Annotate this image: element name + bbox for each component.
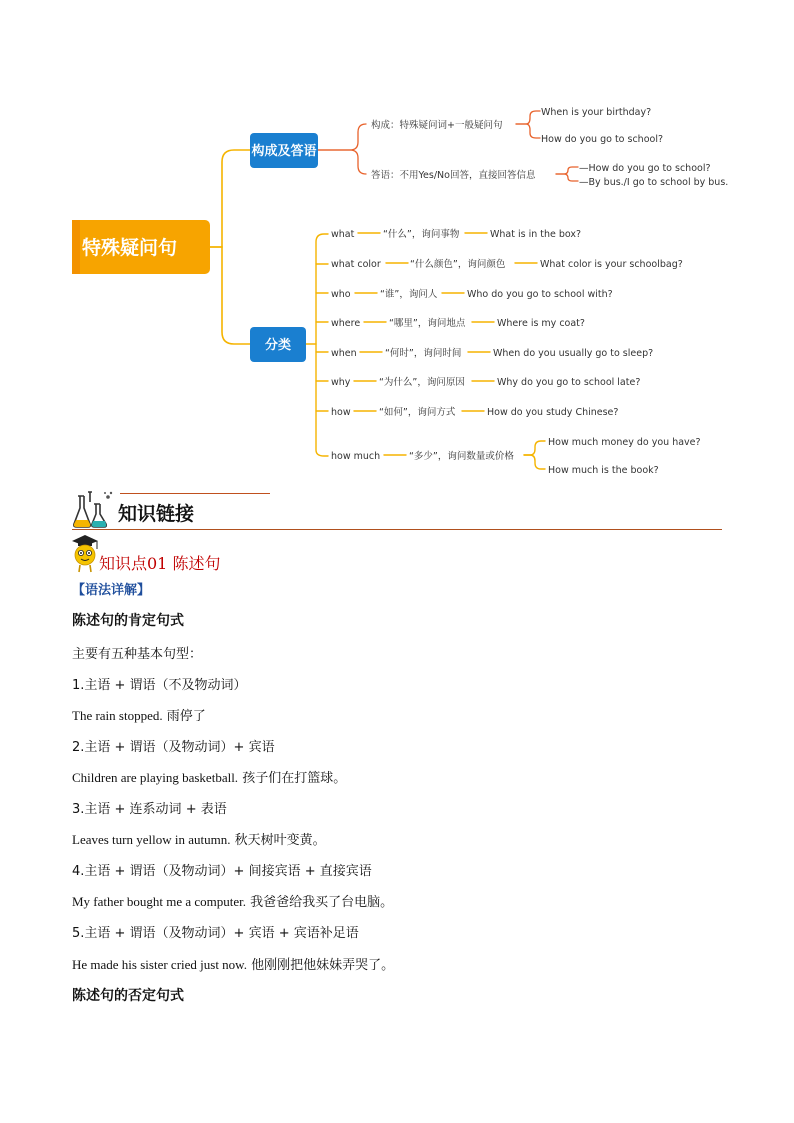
item-meaning: “什么颜色”，询问颜色 <box>410 259 506 270</box>
section-title: 知识链接 <box>118 503 195 525</box>
example-en: Leaves turn yellow in autumn. <box>72 832 231 847</box>
classification-label: 分类 <box>264 338 292 353</box>
item-word: how <box>331 407 351 418</box>
root-label: 特殊疑问句 <box>82 237 178 259</box>
item-word: when <box>331 348 357 359</box>
item-meaning: “哪里”，询问地点 <box>389 318 466 329</box>
composition-structure: 构成：特殊疑问词+一般疑问句 <box>371 120 503 131</box>
example-zh: 孩子们在打篮球。 <box>238 771 347 786</box>
composition-answer: 答语：不用Yes/No回答，直接回答信息 <box>371 170 536 181</box>
item-example: Who do you go to school with? <box>467 289 613 300</box>
item-meaning: “谁”，询问人 <box>380 289 438 300</box>
item-word: who <box>331 289 351 300</box>
structure-example-1: When is your birthday? <box>541 107 652 118</box>
how-much-example-1: How much money do you have? <box>548 437 701 448</box>
item-example: What color is your schoolbag? <box>540 259 683 270</box>
pattern-rule: 5.主语 + 谓语（及物动词）+ 宾语 + 宾语补足语 <box>72 926 359 941</box>
knowledge-point-header <box>68 532 368 574</box>
intro-text: 主要有五种基本句型： <box>72 647 203 662</box>
pattern-rule: 2.主语 + 谓语（及物动词）+ 宾语 <box>72 740 275 755</box>
item-example: How do you study Chinese? <box>487 407 619 418</box>
heading-affirmative: 陈述句的肯定句式 <box>72 613 184 629</box>
how-much-word: how much <box>331 451 381 462</box>
mind-map <box>0 0 794 490</box>
item-meaning: “何时”，询问时间 <box>385 348 462 359</box>
how-much-example-2: How much is the book? <box>548 465 659 476</box>
section-header <box>72 490 722 532</box>
item-word: where <box>331 318 361 329</box>
composition-node <box>250 133 318 168</box>
pattern-example <box>72 829 326 848</box>
example-en: The rain stopped. <box>72 708 163 723</box>
pattern-rule: 1.主语 + 谓语（不及物动词） <box>72 678 247 693</box>
heading-negative: 陈述句的否定句式 <box>72 988 184 1004</box>
example-zh: 秋天树叶变黄。 <box>230 833 326 848</box>
answer-example-1: —How do you go to school? <box>579 163 711 174</box>
structure-example-2: How do you go to school? <box>541 134 664 145</box>
example-zh: 我爸爸给我买了台电脑。 <box>246 895 394 910</box>
section-top-line <box>120 493 270 494</box>
classification-node <box>250 327 306 362</box>
pattern-example <box>72 954 394 973</box>
graduate-mascot-icon <box>68 532 102 574</box>
item-meaning: “为什么”，询问原因 <box>379 377 465 388</box>
pattern-example <box>72 705 206 724</box>
root-node <box>72 220 210 274</box>
item-meaning: “什么”，询问事物 <box>383 229 460 240</box>
pattern-example <box>72 891 393 910</box>
example-zh: 雨停了 <box>162 709 206 724</box>
example-en: He made his sister cried just now. <box>72 957 247 972</box>
item-example: When do you usually go to sleep? <box>493 348 654 359</box>
item-word: what <box>331 229 355 240</box>
composition-label: 构成及答语 <box>251 144 317 159</box>
section-divider <box>72 529 722 530</box>
knowledge-point-title: 知识点01 陈述句 <box>99 554 221 573</box>
item-word: what color <box>331 259 381 270</box>
item-example: Where is my coat? <box>497 318 585 329</box>
item-example: Why do you go to school late? <box>497 377 641 388</box>
item-meaning: “如何”，询问方式 <box>379 407 456 418</box>
pattern-rule: 4.主语 + 谓语（及物动词）+ 间接宾语 + 直接宾语 <box>72 864 372 879</box>
answer-example-2: —By bus./I go to school by bus. <box>579 177 729 188</box>
flask-icon <box>72 490 114 530</box>
example-zh: 他刚刚把他妹妹弄哭了。 <box>246 958 395 973</box>
example-en: Children are playing basketball. <box>72 770 239 785</box>
pattern-example <box>72 767 346 786</box>
example-en: My father bought me a computer. <box>72 894 247 909</box>
item-example: What is in the box? <box>490 229 582 240</box>
how-much-meaning: “多少”，询问数量或价格 <box>409 451 514 462</box>
pattern-rule: 3.主语 + 连系动词 + 表语 <box>72 802 227 817</box>
item-word: why <box>331 377 351 388</box>
grammar-tag: 【语法详解】 <box>72 583 151 598</box>
